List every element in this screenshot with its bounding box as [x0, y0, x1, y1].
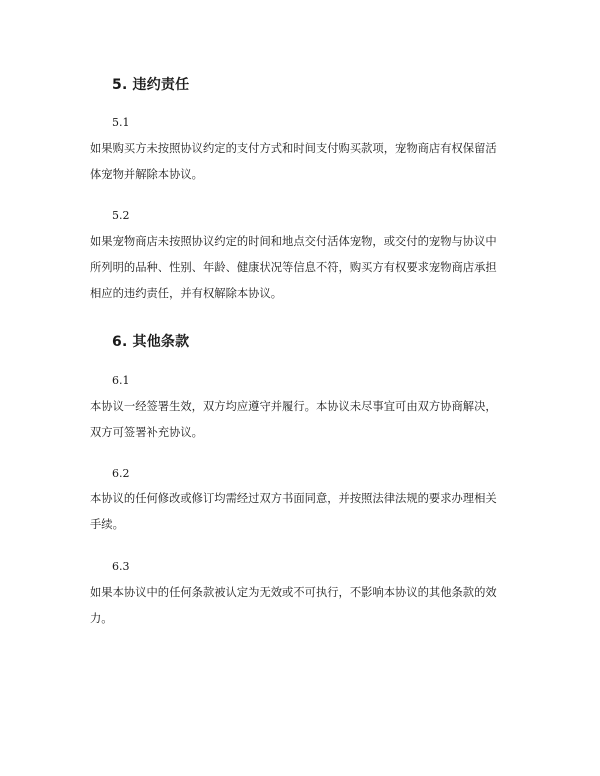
clause-text-5-2: [90, 229, 515, 307]
clause-number-5-1: 5.1: [112, 116, 130, 129]
clause-number-6-3: 6.3: [112, 560, 130, 573]
clause-text-6-3: [90, 580, 515, 632]
text-line: 力。: [90, 612, 113, 625]
text-line: 相应的违约责任，并有权解除本协议。: [90, 287, 283, 300]
clause-number-5-2: 5.2: [112, 209, 130, 222]
text-line: 本协议的任何修改或修订均需经过双方书面同意，并按照法律法规的要求办理相关: [90, 492, 497, 505]
text-line: 如果购买方未按照协议约定的支付方式和时间支付购买款项，宠物商店有权保留活: [90, 142, 497, 155]
clause-text-6-2: [90, 486, 515, 538]
text-line: 本协议一经签署生效，双方均应遵守并履行。本协议未尽事宜可由双方协商解决，: [90, 400, 497, 413]
text-line: 体宠物并解除本协议。: [90, 168, 203, 181]
text-line: 手续。: [90, 518, 124, 531]
text-line: 如果宠物商店未按照协议约定的时间和地点交付活体宠物，或交付的宠物与协议中: [90, 235, 497, 248]
clause-text-6-1: [90, 394, 515, 446]
section-heading-5: 5. 违约责任: [112, 77, 190, 93]
section-heading-6: 6. 其他条款: [112, 334, 190, 350]
clause-number-6-1: 6.1: [112, 374, 130, 387]
clause-text-5-1: [90, 136, 515, 188]
text-line: 如果本协议中的任何条款被认定为无效或不可执行，不影响本协议的其他条款的效: [90, 586, 497, 599]
text-line: 双方可签署补充协议。: [90, 426, 203, 439]
clause-number-6-2: 6.2: [112, 467, 130, 480]
text-line: 所列明的品种、性别、年龄、健康状况等信息不符，购买方有权要求宠物商店承担: [90, 261, 497, 274]
